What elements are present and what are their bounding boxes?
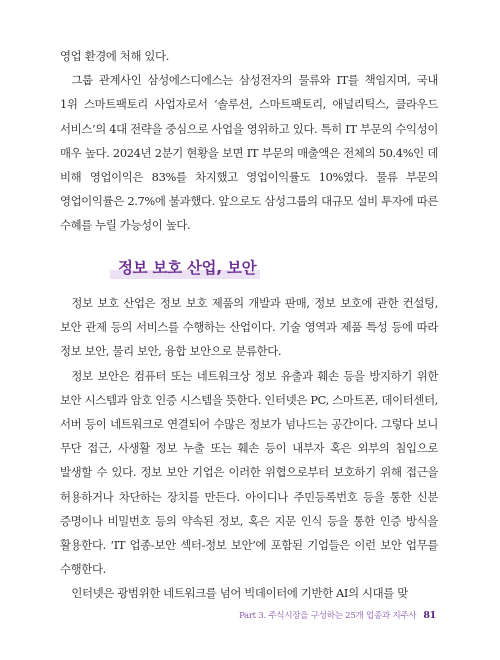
paragraph: 영업 환경에 처해 있다. bbox=[60, 49, 169, 63]
running-title: Part 3. 주식시장을 구성하는 25개 업종과 지주사 bbox=[238, 611, 417, 621]
paragraph: 그룹 관계사인 삼성에스디에스는 삼성전자의 물류와 IT를 책임지며, 국내 1위 스마트팩토리 사업자로서 ‘솔루션, 스마트팩토리, 애널리틱스, 클라우드 서비스’의 4대 전략을 중심으로 사업을 영위하고 있다. 특히 IT 부문의 수익성이 매우 높다. 2024년 2분기 현황을 보면 IT 부문의 매출액은 전체의 50.4%인 데 비해 영업이익은 83%를 차지했고 영업이익률도 10%였다. 물류 부문의 영업이익률은 2.7%에 불과했다. 앞으로도 삼성그룹의 대규모 설비 투자에 따른 수혜를 누릴 가능성이 높다. bbox=[60, 73, 438, 233]
paragraph: 인터넷은 광범위한 네트워크를 넘어 빅데이터에 기반한 AI의 시대를 맞 bbox=[71, 586, 408, 601]
paragraph: 정보 보호 산업은 정보 보호 제품의 개발과 판매, 정보 보호에 관한 컨설팅, 보안 관제 등의 서비스를 수행하는 산업이다. 기술 영역과 제품 특성 등에 따라 정보 보안, 물리 보안, 융합 보안으로 분류한다. bbox=[60, 296, 438, 359]
intro-text bbox=[60, 44, 438, 238]
section-heading: 정보 보호 산업, 보안 bbox=[118, 259, 257, 277]
section-body bbox=[60, 291, 438, 606]
paragraph: 정보 보안은 컴퓨터 또는 네트워크상 정보 유출과 훼손 등을 방지하기 위한 보안 시스템과 암호 인증 시스템을 뜻한다. 인터넷은 PC, 스마트폰, 데이터센터, 서버 등이 네트워크로 연결되어 수많은 정보가 넘나드는 공간이다. 그렇다 보니 무단 접근, 사생활 정보 누출 또는 훼손 등이 내부자 혹은 외부의 침입으로 발생할 수 있다. 정보 보안 기업은 이러한 위협으로부터 보호하기 위해 접근을 허용하거나 차단하는 장치를 만든다. 아이디나 주민등록번호 등을 통한 신분 증명이나 비밀번호 등의 약속된 정보, 혹은 지문 인식 등을 통한 인증 방식을 활용한다. ‘IT 업종-보안 섹터-정보 보안’에 포함된 기업들은 이런 보안 업무를 수행한다. bbox=[60, 368, 438, 577]
page-number: 81 bbox=[423, 610, 436, 621]
page-footer bbox=[239, 609, 436, 621]
